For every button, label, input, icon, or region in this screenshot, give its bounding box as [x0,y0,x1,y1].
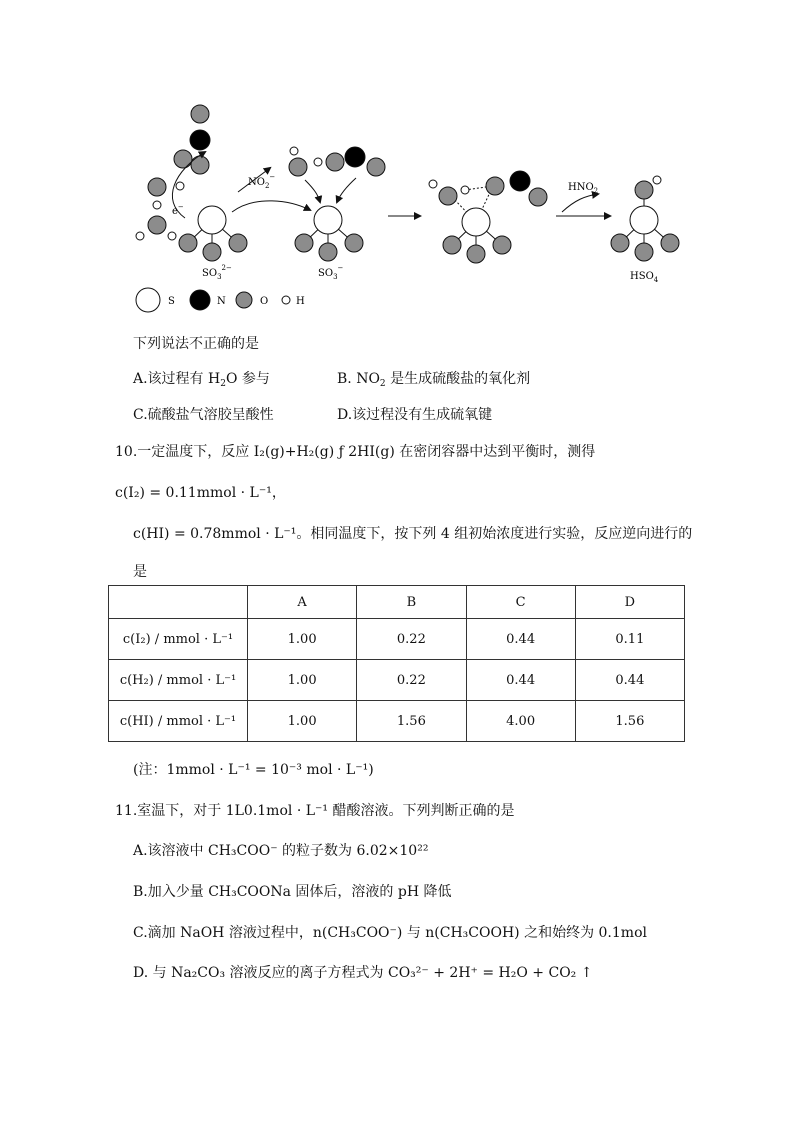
diagram-legend [136,288,305,312]
table-header-cell: C [466,586,575,619]
transition-complex [429,171,547,263]
hso4-molecule [611,176,679,261]
table-header-cell: B [357,586,466,619]
q10-note: (注：1mmol · L⁻¹ = 10⁻³ mol · L⁻¹) [133,762,374,778]
svg-text:S: S [168,296,175,307]
q9-option-a: A.该过程有 $H_2O$ 参与 [133,371,270,389]
q10-stem-line2: c(I₂) = 0.11mmol · L⁻¹， [115,485,286,501]
table-row-label: c(I₂) / mmol · L⁻¹ [109,619,248,660]
no2-molecule-start [190,105,210,174]
no2-minus-label: $NO_2^-$ [248,173,276,190]
q10-stem-line1: 10.一定温度下，反应 I₂(g)+H₂(g) ƒ 2HI(g) 在密闭容器中达到平衡时，测得 [115,444,596,460]
table-cell: 1.56 [357,701,466,742]
q11-option-a: A.该溶液中 CH₃COO⁻ 的粒子数为 6.02×10²² [133,843,429,859]
q10-concentration-table [108,585,685,742]
table-cell: 4.00 [466,701,575,742]
q9-option-b: B. $NO_2$ 是生成硫酸盐的氧化剂 [337,371,531,389]
q9-option-c: C.硫酸盐气溶胶呈酸性 [133,407,274,423]
table-corner-cell [109,586,248,619]
electron-label: e− [172,203,184,217]
hno2-label: $HNO_2$ [568,182,599,195]
table-cell: 1.00 [248,660,357,701]
q11-stem: 11.室温下，对于 1L0.1mol · L⁻¹ 醋酸溶液。下列判断正确的是 [115,803,515,819]
svg-text:N: N [217,296,226,307]
hso4-label: $HSO_4$ [630,271,659,284]
so3-2minus-molecule [179,206,247,261]
table-row-label: c(HI) / mmol · L⁻¹ [109,701,248,742]
reaction-diagram [120,90,700,320]
table-cell: 0.11 [575,619,684,660]
table-row [109,619,685,660]
table-cell: 0.22 [357,660,466,701]
table-header-cell: D [575,586,684,619]
table-cell: 0.44 [466,619,575,660]
table-cell: 1.00 [248,701,357,742]
water-molecules [136,150,192,240]
so3-minus-label: $SO_3^-$ [318,264,344,281]
table-cell: 0.44 [575,660,684,701]
q10-stem-line3: c(HI) = 0.78mmol · L⁻¹。相同温度下，按下列 4 组初始浓度进行实验，反应逆向进行的 [133,526,693,542]
so3-minus-molecule [295,206,363,261]
q9-option-d: D.该过程没有生成硫氧键 [337,407,493,423]
table-header-cell: A [248,586,357,619]
q10-stem-line4: 是 [133,564,147,580]
q11-option-b: B.加入少量 CH₃COONa 固体后，溶液的 pH 降低 [133,884,452,900]
table-cell: 1.00 [248,619,357,660]
incoming-water [289,147,322,176]
table-header-row [109,586,685,619]
svg-text:O: O [260,296,269,307]
table-cell: 1.56 [575,701,684,742]
table-row-label: c(H₂) / mmol · L⁻¹ [109,660,248,701]
svg-text:H: H [296,296,305,307]
q11-option-d: D. 与 Na₂CO₃ 溶液反应的离子方程式为 CO₃²⁻ + 2H⁺ = H₂O + CO₂ ↑ [133,965,593,981]
no2-release-arrow [232,201,310,212]
q11-option-c: C.滴加 NaOH 溶液过程中，n(CH₃COO⁻) 与 n(CH₃COOH) 之和始终为 0.1mol [133,925,647,941]
table-cell: 0.22 [357,619,466,660]
table-row [109,660,685,701]
table-row [109,701,685,742]
so3-2minus-label: $SO_3^{2-}$ [202,264,232,281]
incoming-no2 [326,147,385,176]
q9-prompt: 下列说法不正确的是 [133,336,259,352]
table-cell: 0.44 [466,660,575,701]
